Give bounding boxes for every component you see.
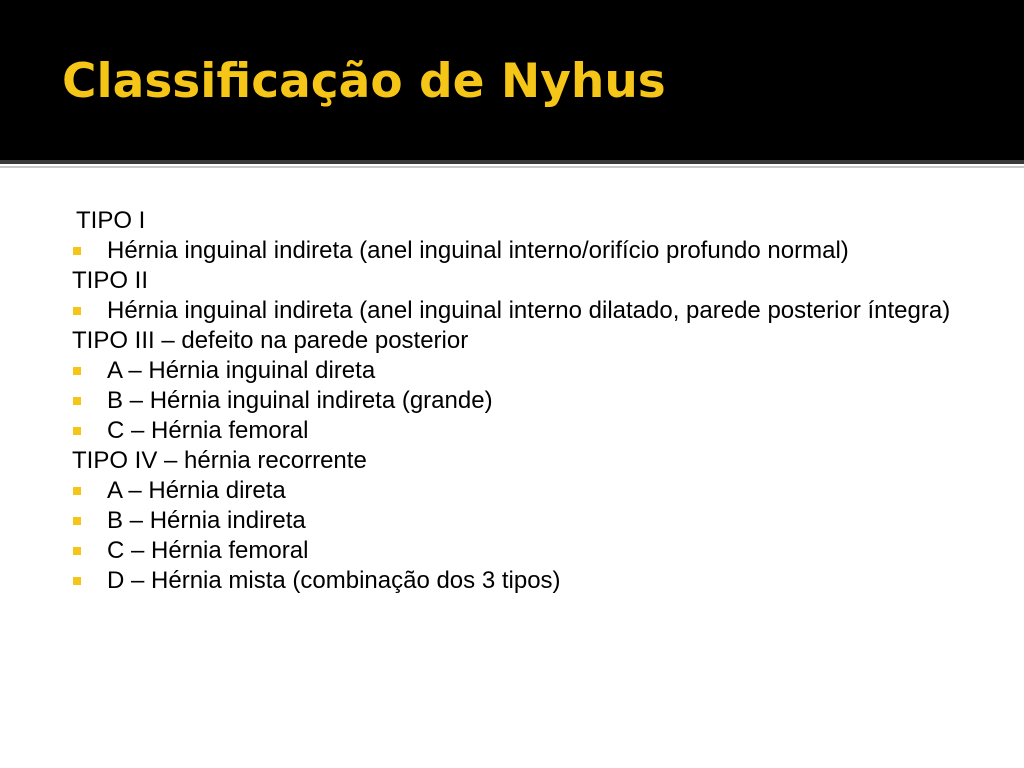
list-item bbox=[72, 386, 972, 416]
list-item bbox=[72, 536, 972, 566]
list-item-text: Hérnia inguinal indireta (anel inguinal interno dilatado, parede posterior íntegra) bbox=[107, 297, 951, 324]
square-bullet-icon bbox=[73, 577, 81, 585]
list-item bbox=[72, 356, 972, 386]
square-bullet-icon bbox=[73, 367, 81, 375]
square-bullet-icon bbox=[73, 247, 81, 255]
type-heading-text: TIPO IV – hérnia recorrente bbox=[72, 447, 367, 474]
square-bullet-icon bbox=[73, 487, 81, 495]
list-item-text: D – Hérnia mista (combinação dos 3 tipos) bbox=[107, 567, 561, 594]
type-heading bbox=[72, 206, 972, 236]
square-bullet-icon bbox=[73, 517, 81, 525]
square-bullet-icon bbox=[73, 307, 81, 315]
list-item-text: C – Hérnia femoral bbox=[107, 537, 309, 564]
type-heading bbox=[72, 446, 972, 476]
type-heading bbox=[72, 266, 972, 296]
type-heading-text: TIPO I bbox=[76, 207, 146, 234]
list-item bbox=[72, 566, 972, 596]
list-item bbox=[72, 236, 972, 266]
list-item bbox=[72, 476, 972, 506]
list-item bbox=[72, 506, 972, 536]
list-item bbox=[72, 416, 972, 446]
list-item-text: A – Hérnia inguinal direta bbox=[107, 357, 376, 384]
square-bullet-icon bbox=[73, 547, 81, 555]
list-item bbox=[72, 296, 972, 326]
square-bullet-icon bbox=[73, 427, 81, 435]
slide-title: Classificação de Nyhus bbox=[62, 54, 666, 109]
list-item-text: C – Hérnia femoral bbox=[107, 417, 309, 444]
list-item-text: A – Hérnia direta bbox=[107, 477, 286, 504]
title-band bbox=[0, 0, 1024, 160]
square-bullet-icon bbox=[73, 397, 81, 405]
title-divider-light bbox=[0, 166, 1024, 168]
type-heading-text: TIPO II bbox=[72, 267, 149, 294]
list-item-text: Hérnia inguinal indireta (anel inguinal interno/orifício profundo normal) bbox=[107, 237, 849, 264]
list-item-text: B – Hérnia inguinal indireta (grande) bbox=[107, 387, 493, 414]
classification-list bbox=[72, 206, 972, 596]
type-heading-text: TIPO III – defeito na parede posterior bbox=[72, 327, 469, 354]
title-divider bbox=[0, 160, 1024, 164]
list-item-text: B – Hérnia indireta bbox=[107, 507, 306, 534]
type-heading bbox=[72, 326, 972, 356]
